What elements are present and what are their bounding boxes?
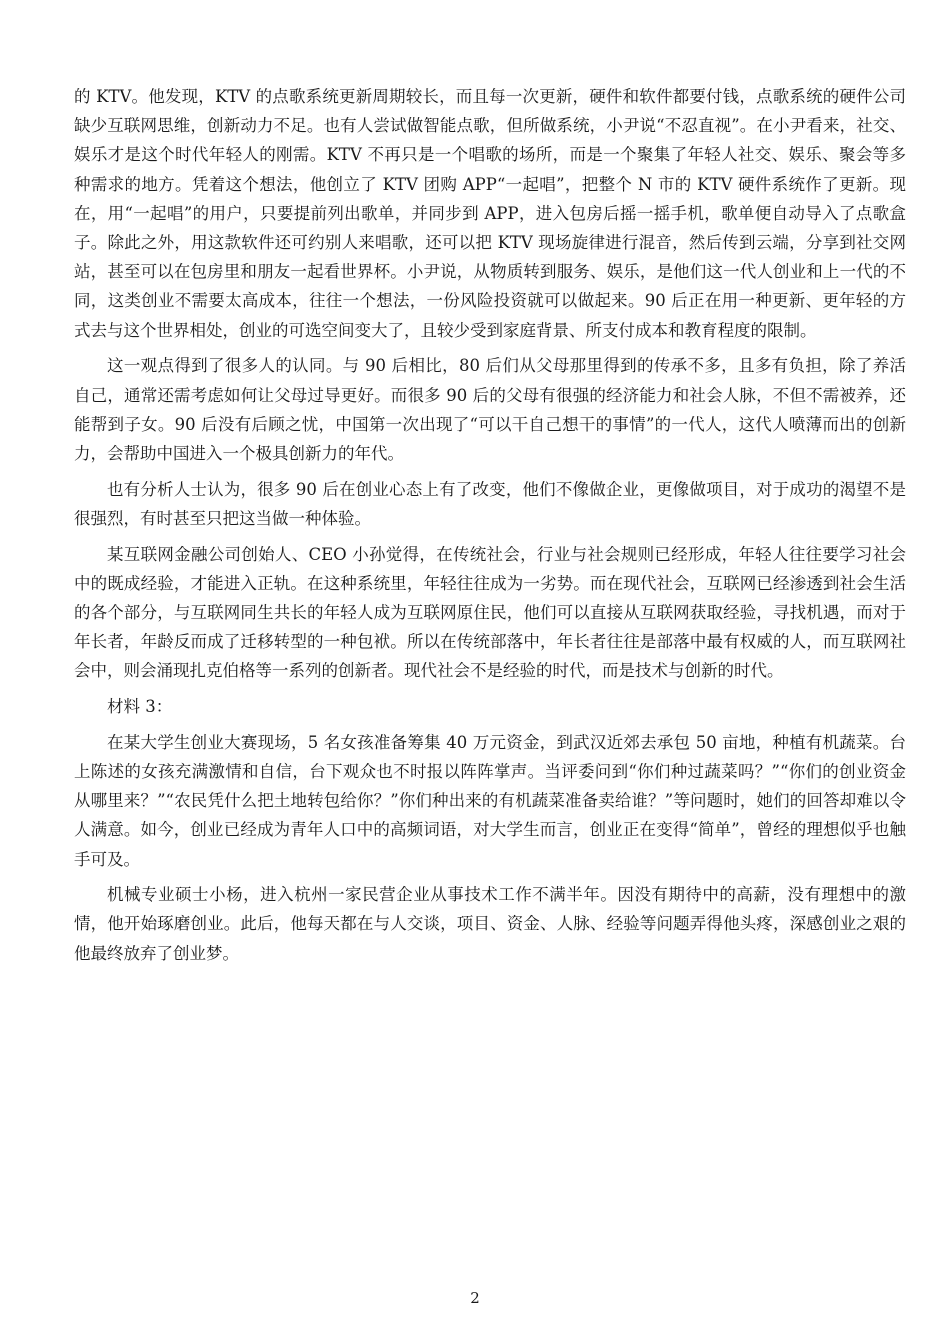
paragraph-xiaoyang-story: 机械专业硕士小杨，进入杭州一家民营企业从事技术工作不满半年。因没有期待中的高薪，没有理想中的激情，他开始琢磨创业。此后，他每天都在与人交谈，项目、资金、人脉、经验等问题弄得他头疼，深感创业之艰的他最终放弃了创业梦。 (74, 885, 906, 963)
paragraph-contest-story: 在某大学生创业大赛现场，5 名女孩准备筹集 40 万元资金，到武汉近郊去承包 50 亩地，种植有机蔬菜。台上陈述的女孩充满激情和自信，台下观众也不时报以阵阵掌声。当评委问到“你们种过蔬菜吗？”“你们的创业资金从哪里来？”“农民凭什么把土地转包给你？”你们种出来的有机蔬菜准备卖给谁？”等问题时，她们的回答却难以令人满意。如今，创业已经成为青年人口中的高频词语，对大学生而言，创业正在变得“简单”，曾经的理想似乎也触手可及。 (74, 732, 906, 869)
paragraph-ktv-story: 的 KTV。他发现，KTV 的点歌系统更新周期较长，而且每一次更新，硬件和软件都要付钱，点歌系统的硬件公司缺少互联网思维，创新动力不足。也有人尝试做智能点歌，但所做系统，小尹说“不忍直视”。在小尹看来，社交、娱乐才是这个时代年轻人的刚需。KTV 不再只是一个唱歌的场所，而是一个聚集了年轻人社交、娱乐、聚会等多种需求的地方。凭着这个想法，他创立了 KTV 团购 APP“一起唱”，把整个 N 市的 KTV 硬件系统作了更新。现在，用“一起唱”的用户，只要提前列出歌单，并同步到 APP，进入包房后摇一摇手机，歌单便自动导入了点歌盒子。除此之外，用这款软件还可约别人来唱歌，还可以把 KTV 现场旋律进行混音，然后传到云端，分享到社交网站，甚至可以在包房里和朋友一起看世界杯。小尹说，从物质转到服务、娱乐，是他们这一代人创业和上一代的不同，这类创业不需要太高成本，往往一个想法，一份风险投资就可以做起来。90 后正在用一种更新、更年轻的方式去与这个世界相处，创业的可选空间变大了，且较少受到家庭背景、所支付成本和教育程度的限制。 (74, 87, 906, 340)
paragraph-generation-comparison: 这一观点得到了很多人的认同。与 90 后相比，80 后们从父母那里得到的传承不多，且多有负担，除了养活自己，通常还需考虑如何让父母过导更好。而很多 90 后的父母有很强的经济能力和社会人脉，不但不需被养，还能帮到子女。90 后没有后顾之忧，中国第一次出现了“可以干自己想干的事情”的一代人，这代人喷薄而出的创新力，会帮助中国进入一个极具创新力的年代。 (74, 356, 906, 463)
paragraph-analyst-view: 也有分析人士认为，很多 90 后在创业心态上有了改变，他们不像做企业，更像做项目，对于成功的渴望不是很强烈，有时甚至只把这当做一种体验。 (74, 479, 906, 528)
material-heading: 材料 3： (107, 697, 173, 717)
page-number: 2 (470, 1289, 480, 1307)
document-body (74, 82, 906, 974)
paragraph-ceo-view: 某互联网金融公司创始人、CEO 小孙觉得，在传统社会，行业与社会规则已经形成，年轻人往往要学习社会中的既成经验，才能进入正轨。在这种系统里，年轻往往成为一劣势。而在现代社会，互联网已经渗透到社会生活的各个部分，与互联网同生共长的年轻人成为互联网原住民，他们可以直接从互联网获取经验，寻找机遇，而对于年长者，年龄反而成了迁移转型的一种包袱。所以在传统部落中，年长者往往是部落中最有权威的人，而互联网社会中，则会涌现扎克伯格等一系列的创新者。现代社会不是经验的时代，而是技术与创新的时代。 (74, 544, 906, 681)
